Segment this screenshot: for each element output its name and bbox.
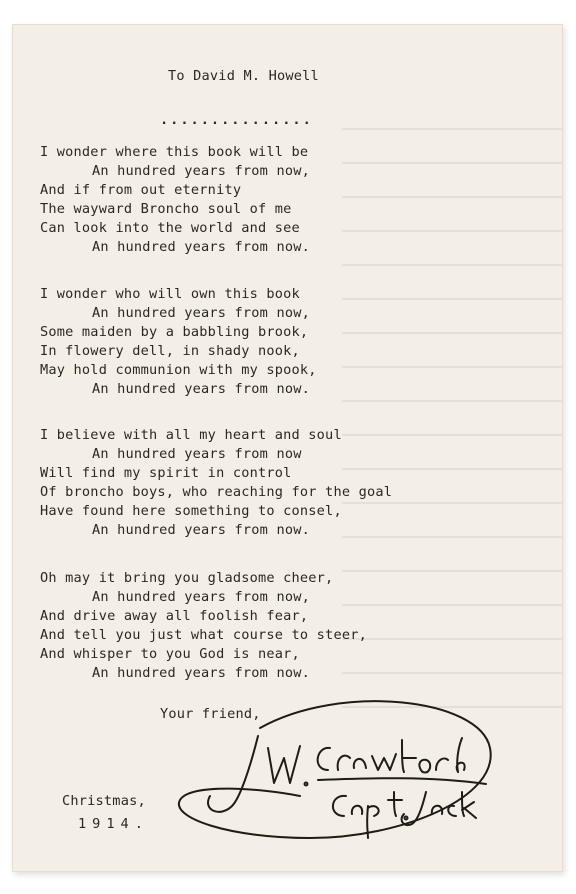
poem-line: And drive away all foolish fear, <box>40 608 309 624</box>
poem-line: And tell you just what course to steer, <box>40 627 367 643</box>
poem-line: And if from out eternity <box>40 182 242 198</box>
closing-text: Your friend, <box>160 706 261 722</box>
poem-line: Will find my spirit in control <box>40 465 292 481</box>
poem-line: Can look into the world and see <box>40 220 300 236</box>
poem-line: I wonder where this book will be <box>40 144 309 160</box>
stanza-2 <box>40 286 317 400</box>
poem-line: An hundred years from now, <box>92 589 310 605</box>
stanza-1 <box>40 144 310 258</box>
poem-line: Oh may it bring you gladsome cheer, <box>40 570 334 586</box>
handwritten-signature <box>140 688 510 858</box>
poem-line: An hundred years from now. <box>92 239 310 255</box>
stanza-4 <box>40 570 367 684</box>
poem-line: I wonder who will own this book <box>40 286 300 302</box>
poem-line: Have found here something to consel, <box>40 503 342 519</box>
poem-line: An hundred years from now, <box>92 305 310 321</box>
poem-line: May hold communion with my spook, <box>40 362 317 378</box>
occasion-text: Christmas, <box>62 793 146 809</box>
poem-line: An hundred years from now. <box>92 381 310 397</box>
poem-line: An hundred years from now. <box>92 665 310 681</box>
poem-line: An hundred years from now. <box>92 522 310 538</box>
dotted-divider: ............... <box>160 112 313 128</box>
poem-line: The wayward Broncho soul of me <box>40 201 292 217</box>
poem-line: And whisper to you God is near, <box>40 646 300 662</box>
letter-title: To David M. Howell <box>168 68 319 84</box>
poem-line: I believe with all my heart and soul <box>40 427 342 443</box>
year-text: 1914. <box>78 816 149 832</box>
poem-line: An hundred years from now <box>92 446 302 462</box>
poem-line: Of broncho boys, who reaching for the goal <box>40 484 393 500</box>
stanza-3 <box>40 427 392 541</box>
poem-line: In flowery dell, in shady nook, <box>40 343 300 359</box>
poem-line: An hundred years from now, <box>92 163 310 179</box>
poem-line: Some maiden by a babbling brook, <box>40 324 309 340</box>
